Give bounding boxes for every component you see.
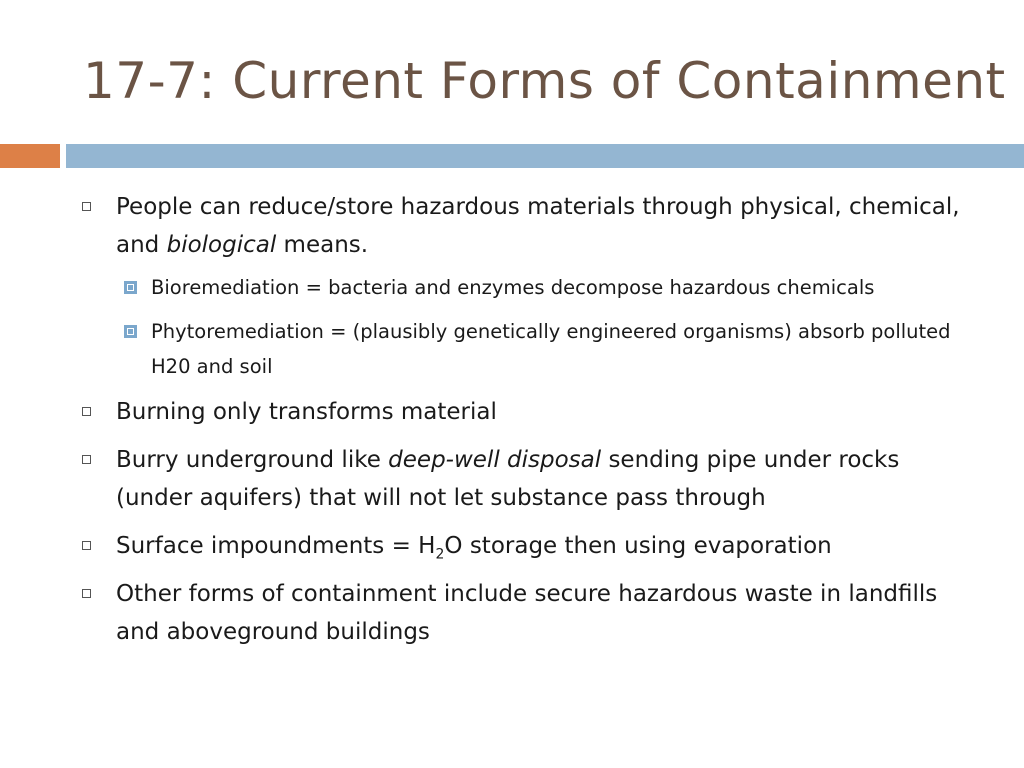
bullet-text-pre: Surface impoundments = H bbox=[116, 533, 436, 559]
hollow-square-bullet-icon bbox=[82, 589, 91, 598]
sub-bullet-text: Bioremediation = bacteria and enzymes decompose hazardous chemicals bbox=[151, 276, 875, 299]
square-bullet-icon bbox=[124, 281, 137, 294]
accent-bar-orange bbox=[0, 144, 60, 168]
bullet-text-pre: People can reduce/store hazardous materials through physical, chemical, and bbox=[116, 194, 960, 258]
square-bullet-icon bbox=[124, 325, 137, 338]
sub-bullet-item bbox=[82, 314, 962, 384]
slide-title: 17-7: Current Forms of Containment bbox=[83, 52, 1006, 110]
bullet-text-post: O storage then using evaporation bbox=[444, 533, 832, 559]
bullet-item bbox=[82, 441, 962, 517]
hollow-square-bullet-icon bbox=[82, 541, 91, 550]
bullet-item bbox=[82, 188, 962, 264]
hollow-square-bullet-icon bbox=[82, 455, 91, 464]
sub-bullet-item bbox=[82, 270, 962, 305]
bullet-text-post: means. bbox=[276, 232, 369, 258]
bullet-text-emphasis: deep-well disposal bbox=[388, 447, 602, 473]
bullet-text-emphasis: biological bbox=[166, 232, 277, 258]
sub-bullet-text: Phytoremediation = (plausibly genetically engineered organisms) absorb polluted H20 and soil bbox=[151, 320, 951, 378]
bullet-list bbox=[82, 188, 962, 661]
bullet-text: Other forms of containment include secure hazardous waste in landfills and aboveground buildings bbox=[116, 581, 938, 645]
bullet-text: Burning only transforms material bbox=[116, 399, 497, 425]
hollow-square-bullet-icon bbox=[82, 407, 91, 416]
bullet-item bbox=[82, 527, 962, 565]
bullet-item bbox=[82, 393, 962, 431]
accent-bar-blue bbox=[66, 144, 1024, 168]
subscript: 2 bbox=[435, 546, 445, 563]
sub-bullet-list bbox=[82, 270, 962, 384]
bullet-item bbox=[82, 575, 962, 651]
bullet-text-pre: Burry underground like bbox=[116, 447, 389, 473]
bullet-text-post: sending pipe under rocks (under aquifers) that will not let substance pass through bbox=[116, 447, 900, 511]
hollow-square-bullet-icon bbox=[82, 202, 91, 211]
